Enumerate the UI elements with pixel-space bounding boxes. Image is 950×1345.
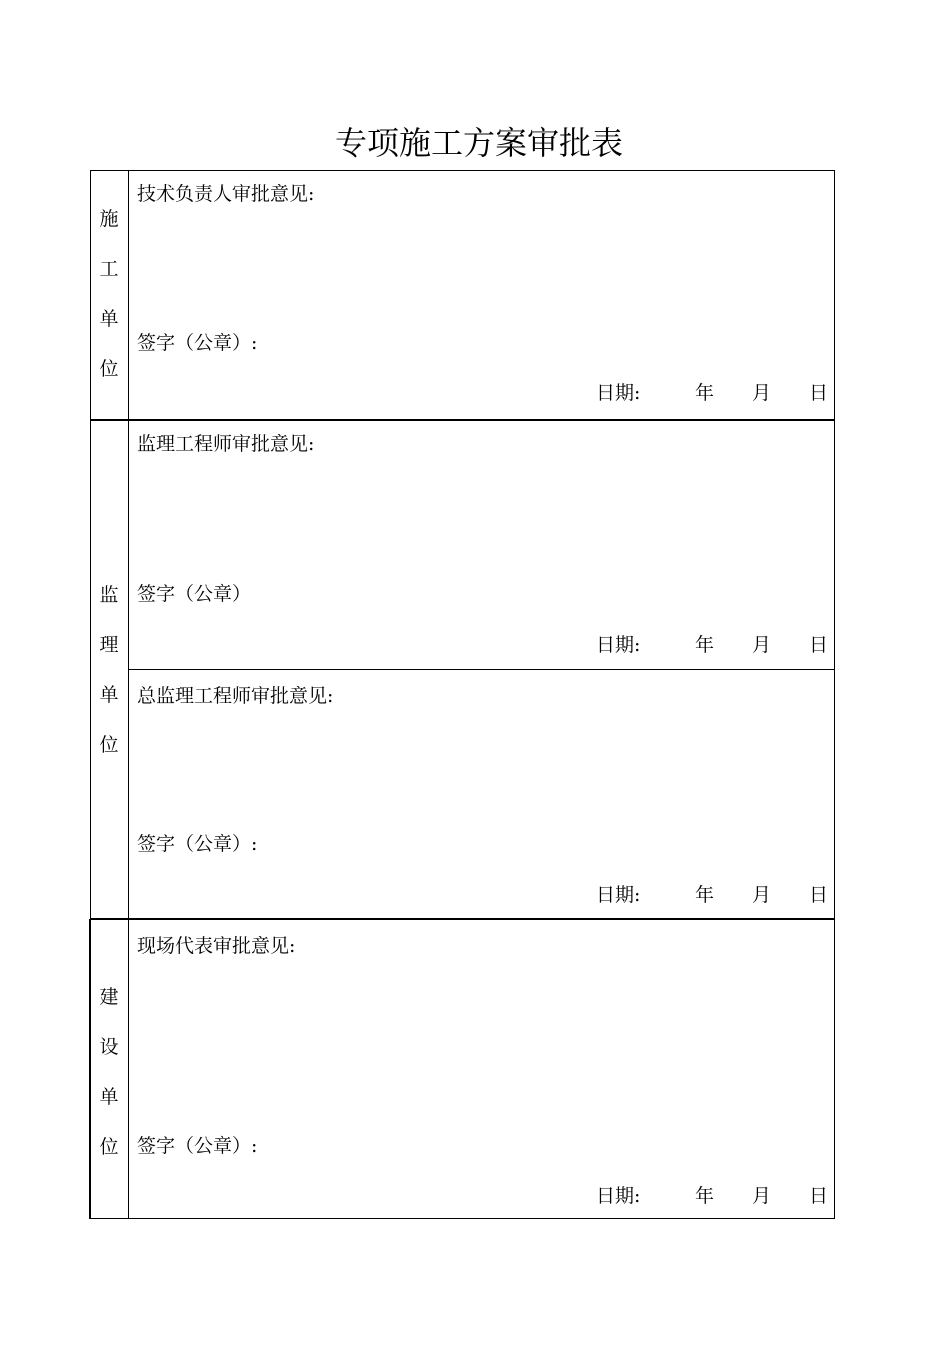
page-title: 专项施工方案审批表	[334, 124, 623, 162]
day-label: 日	[809, 884, 829, 906]
date-label: 日期:	[596, 634, 641, 656]
row-divider-construction	[90, 419, 835, 421]
date-label: 日期:	[596, 884, 641, 906]
day-label: 日	[809, 382, 829, 404]
month-label: 月	[752, 634, 772, 656]
year-label: 年	[695, 382, 715, 404]
date-label: 日期:	[596, 1185, 641, 1207]
signature-label: 签字（公章）:	[137, 1135, 258, 1157]
label-char: 理	[99, 634, 119, 656]
label-char: 设	[99, 1036, 119, 1058]
label-char: 工	[99, 258, 119, 280]
month-label: 月	[752, 884, 772, 906]
label-char: 位	[99, 358, 119, 380]
label-char: 单	[99, 684, 119, 706]
label-char: 施	[99, 208, 119, 230]
chief-engineer-opinion-label: 总监理工程师审批意见:	[137, 685, 334, 707]
year-label: 年	[695, 1185, 715, 1207]
year-label: 年	[695, 634, 715, 656]
month-label: 月	[752, 382, 772, 404]
row-divider-supervision	[90, 918, 835, 920]
signature-label: 签字（公章）:	[137, 833, 258, 855]
owner-unit-label	[90, 972, 128, 1172]
day-label: 日	[809, 634, 829, 656]
month-label: 月	[752, 1185, 772, 1207]
column-divider	[128, 170, 129, 1219]
day-label: 日	[809, 1185, 829, 1207]
site-rep-opinion-label: 现场代表审批意见:	[137, 935, 296, 957]
year-label: 年	[695, 884, 715, 906]
row-divider-supervision-inner	[129, 669, 835, 670]
signature-label: 签字（公章）	[137, 583, 252, 605]
date-label: 日期:	[596, 382, 641, 404]
label-char: 位	[99, 734, 119, 756]
signature-label: 签字（公章）:	[137, 332, 258, 354]
engineer-opinion-label: 监理工程师审批意见:	[137, 433, 315, 455]
label-char: 监	[99, 584, 119, 606]
supervision-unit-label	[90, 570, 128, 770]
tech-lead-opinion-label: 技术负责人审批意见:	[137, 183, 315, 205]
label-char: 单	[99, 1086, 119, 1108]
label-char: 位	[99, 1136, 119, 1158]
label-char: 建	[99, 986, 119, 1008]
construction-unit-label	[90, 194, 128, 394]
label-char: 单	[99, 308, 119, 330]
